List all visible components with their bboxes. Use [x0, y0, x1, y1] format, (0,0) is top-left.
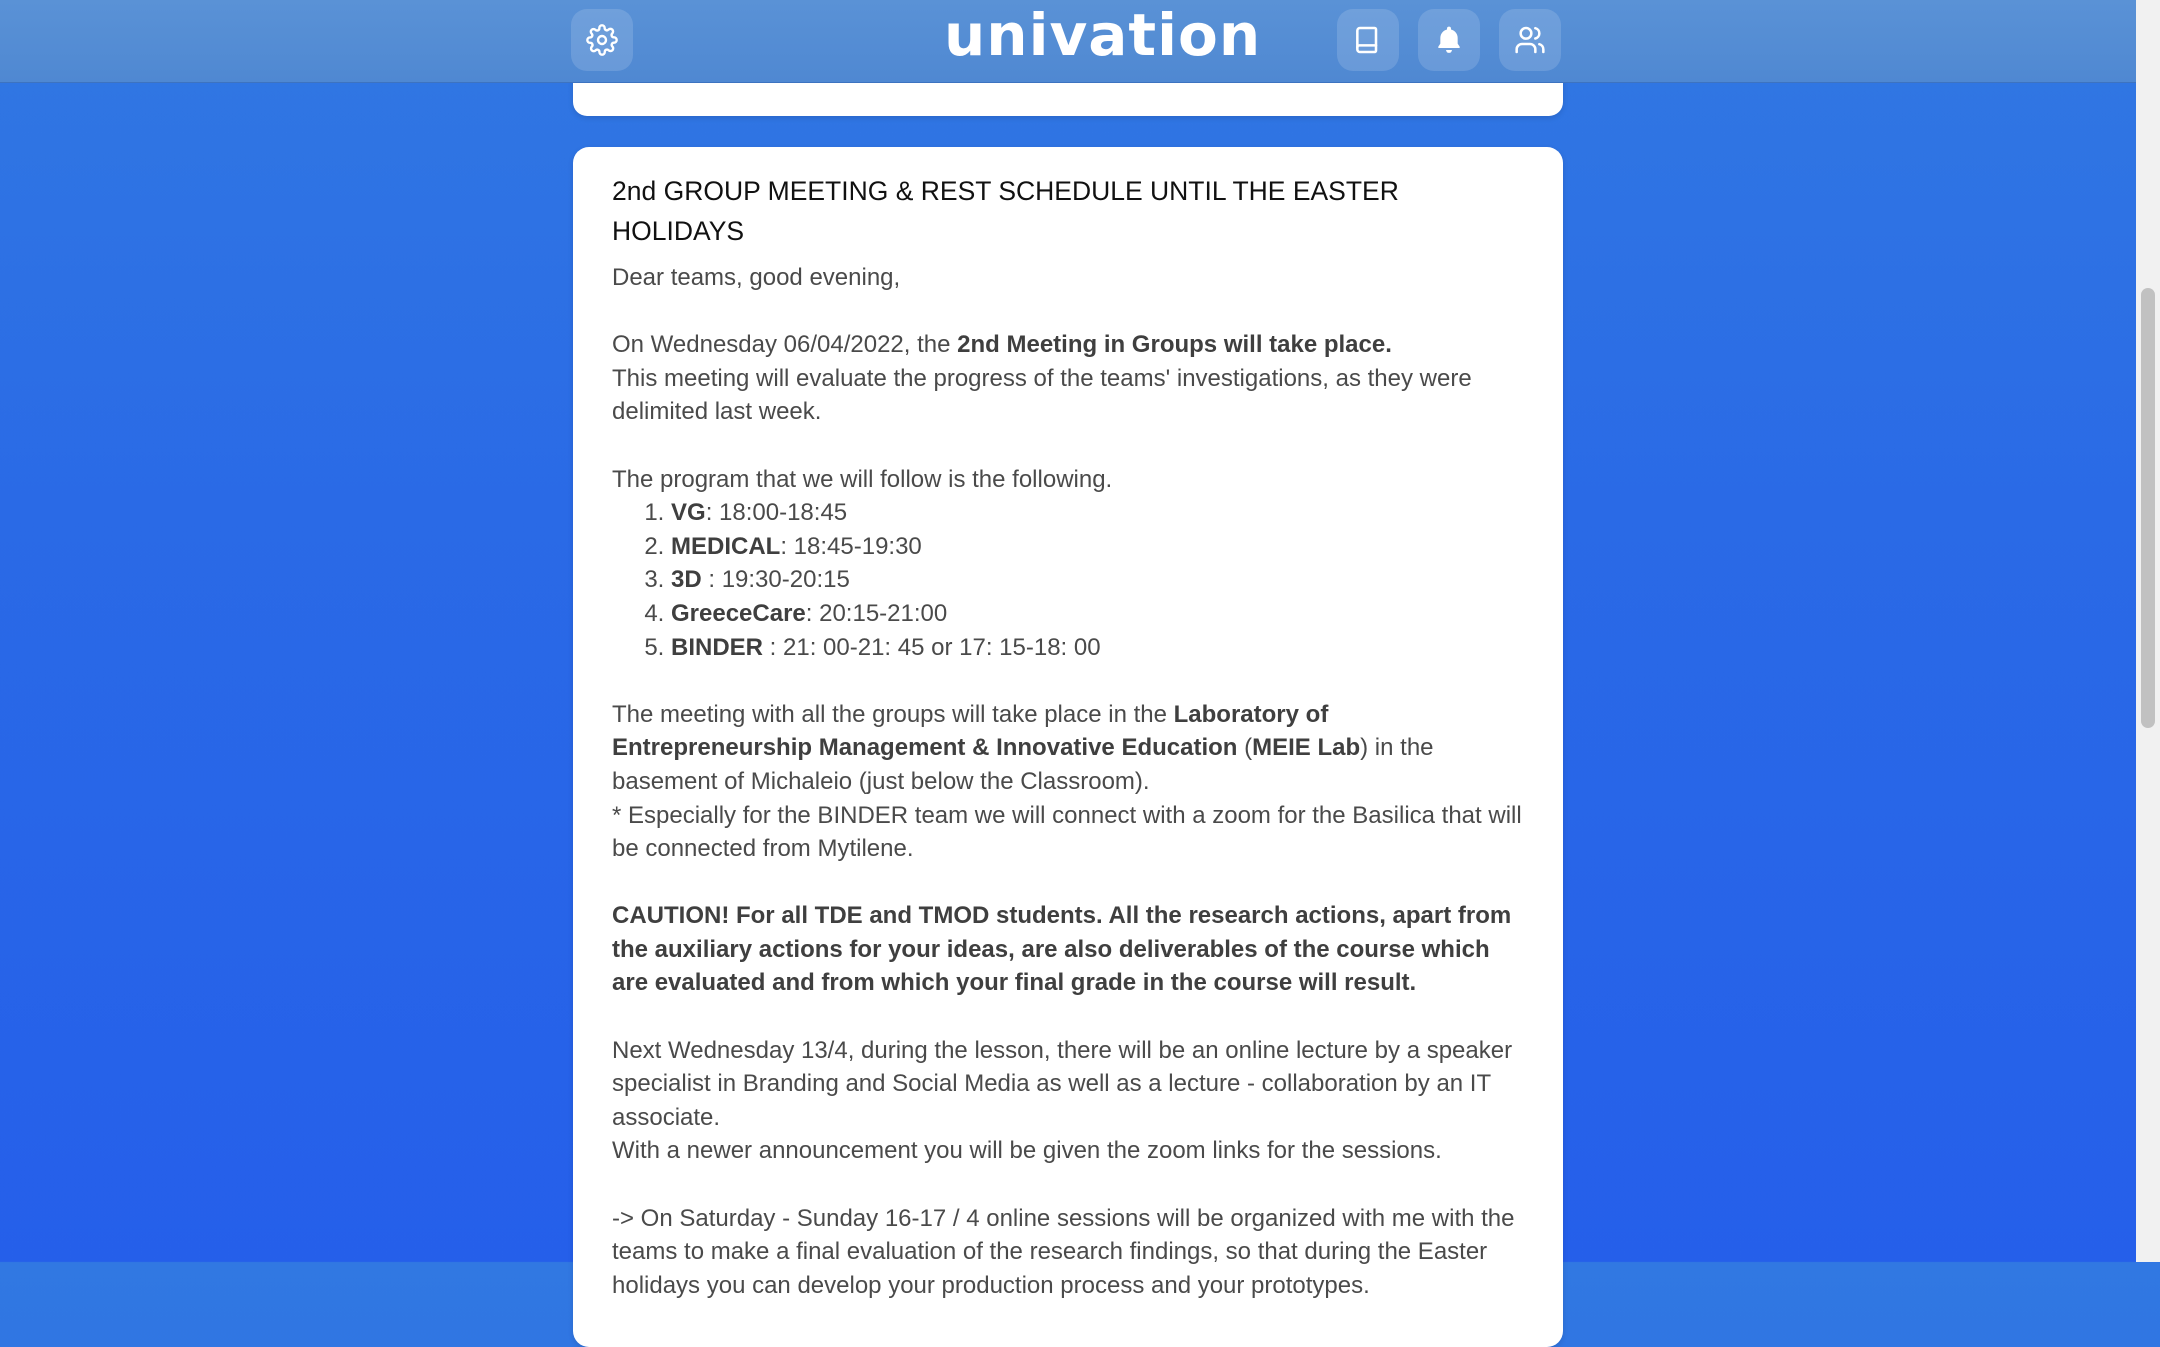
settings-button[interactable] — [571, 9, 633, 71]
bell-icon — [1433, 24, 1465, 56]
teams-button[interactable] — [1499, 9, 1561, 71]
univation-logo[interactable]: univation — [944, 1, 1262, 69]
post-title: 2nd GROUP MEETING & REST SCHEDULE UNTIL THE EASTER HOLIDAYS — [612, 176, 1399, 246]
binder-note: * Especially for the BINDER team we will connect with a zoom for the Basilica that will be connected from Mytilene. — [612, 801, 1522, 863]
top-navigation-bar — [0, 0, 2136, 83]
post-body — [612, 261, 1532, 1302]
weekend-sessions-paragraph: -> On Saturday - Sunday 16-17 / 4 online sessions will be organized with me with the teams to make a final evaluation of the research findings, so that during the Easter holidays you can develop your production process and your prototypes. — [612, 1204, 1515, 1299]
next-lecture-paragraph: Next Wednesday 13/4, during the lesson, there will be an online lecture by a speaker specialist in Branding and Social Media as well as a lecture - collaboration by an IT associate. — [612, 1036, 1513, 1131]
list-item: 4. GreeceCare: 20:15-21:00 — [671, 597, 1532, 631]
courses-button[interactable] — [1337, 9, 1399, 71]
users-icon — [1514, 24, 1546, 56]
meeting-bold-text: 2nd Meeting in Groups will take place. — [957, 331, 1392, 359]
post-card — [573, 147, 1563, 1347]
notifications-button[interactable] — [1418, 9, 1480, 71]
list-item: 1. VG: 18:00-18:45 — [671, 496, 1532, 530]
list-item: 3. 3D : 19:30-20:15 — [671, 563, 1532, 597]
program-intro: The program that we will follow is the following. — [612, 465, 1113, 493]
caution-paragraph: CAUTION! For all TDE and TMOD students. All the research actions, apart from the auxiliary actions for your ideas, are also deliverables of the course which are evaluated and from which your final grade in the course will result. — [612, 902, 1512, 997]
location-paragraph: The meeting with all the groups will take place in the Laboratory of Entrepreneurship Management & Innovative Education (MEIE Lab) in the basement of Michaleio (just below the Classroom). — [612, 700, 1434, 795]
scrollbar-thumb[interactable] — [2141, 288, 2155, 728]
list-item: 5. BINDER : 21: 00-21: 45 or 17: 15-18: 00 — [671, 631, 1532, 665]
program-list — [612, 496, 1532, 664]
book-icon — [1352, 24, 1384, 56]
list-item: 2. MEDICAL: 18:45-19:30 — [671, 530, 1532, 564]
meeting-evaluation-text: This meeting will evaluate the progress of the teams' investigations, as they were delimited last week. — [612, 364, 1472, 426]
greeting: Dear teams, good evening, — [612, 264, 901, 291]
post-content — [612, 171, 1532, 1302]
gear-icon — [586, 24, 618, 56]
meeting-date-text: On Wednesday 06/04/2022, the — [612, 331, 958, 359]
zoom-links-paragraph: With a newer announcement you will be given the zoom links for the sessions. — [612, 1137, 1442, 1165]
meeting-paragraph — [612, 328, 1532, 362]
page-scrollbar[interactable] — [2136, 0, 2160, 1262]
